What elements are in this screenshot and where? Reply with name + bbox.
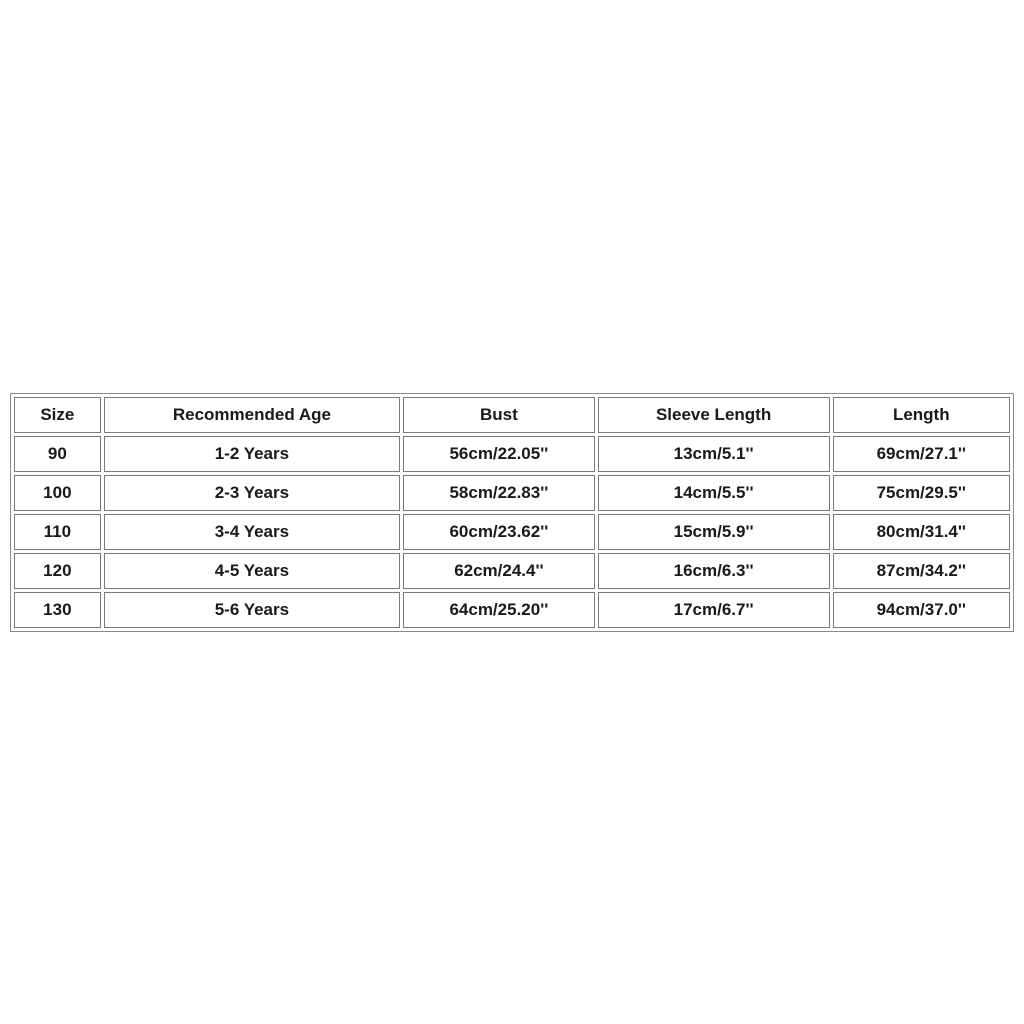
- header-row: [14, 397, 1010, 433]
- header-cell-size: Size: [14, 397, 101, 433]
- cell-sleeve-length: 15cm/5.9'': [598, 514, 830, 550]
- cell-bust: 64cm/25.20'': [403, 592, 595, 628]
- cell-bust: 58cm/22.83'': [403, 475, 595, 511]
- table-row: [14, 436, 1010, 472]
- cell-size: 110: [14, 514, 101, 550]
- cell-recommended-age: 5-6 Years: [104, 592, 400, 628]
- cell-recommended-age: 3-4 Years: [104, 514, 400, 550]
- cell-size: 130: [14, 592, 101, 628]
- header-cell-recommended-age: Recommended Age: [104, 397, 400, 433]
- header-cell-bust: Bust: [403, 397, 595, 433]
- cell-sleeve-length: 17cm/6.7'': [598, 592, 830, 628]
- size-chart-table: [10, 393, 1014, 632]
- cell-length: 80cm/31.4'': [833, 514, 1010, 550]
- cell-length: 69cm/27.1'': [833, 436, 1010, 472]
- cell-length: 94cm/37.0'': [833, 592, 1010, 628]
- cell-sleeve-length: 16cm/6.3'': [598, 553, 830, 589]
- header-cell-sleeve-length: Sleeve Length: [598, 397, 830, 433]
- cell-bust: 60cm/23.62'': [403, 514, 595, 550]
- cell-bust: 62cm/24.4'': [403, 553, 595, 589]
- table-row: [14, 553, 1010, 589]
- cell-recommended-age: 1-2 Years: [104, 436, 400, 472]
- table-row: [14, 475, 1010, 511]
- cell-sleeve-length: 13cm/5.1'': [598, 436, 830, 472]
- cell-size: 120: [14, 553, 101, 589]
- cell-size: 100: [14, 475, 101, 511]
- table-row: [14, 592, 1010, 628]
- cell-bust: 56cm/22.05'': [403, 436, 595, 472]
- cell-size: 90: [14, 436, 101, 472]
- cell-recommended-age: 2-3 Years: [104, 475, 400, 511]
- cell-recommended-age: 4-5 Years: [104, 553, 400, 589]
- cell-length: 75cm/29.5'': [833, 475, 1010, 511]
- table-row: [14, 514, 1010, 550]
- header-cell-length: Length: [833, 397, 1010, 433]
- cell-sleeve-length: 14cm/5.5'': [598, 475, 830, 511]
- cell-length: 87cm/34.2'': [833, 553, 1010, 589]
